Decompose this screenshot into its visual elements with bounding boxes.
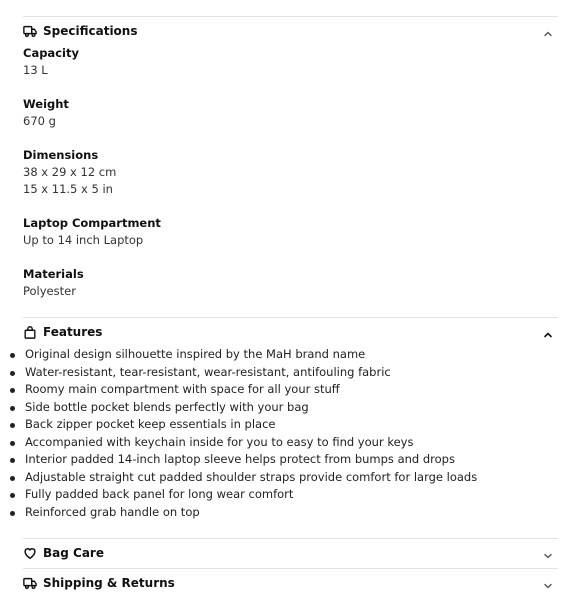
- shipping-returns-header[interactable]: [23, 571, 558, 595]
- bag-care-header[interactable]: [23, 541, 558, 565]
- list-item: Original design silhouette inspired by the MaH brand name: [8, 346, 568, 364]
- features-title: Features: [43, 325, 103, 339]
- spec-value: 15 x 11.5 x 5 in: [23, 182, 113, 196]
- chevron-up-icon[interactable]: [542, 326, 554, 338]
- features-list: [8, 346, 568, 521]
- list-item: Roomy main compartment with space for all your stuff: [8, 381, 568, 399]
- list-item: Fully padded back panel for long wear comfort: [8, 486, 568, 504]
- specifications-header[interactable]: [23, 19, 558, 43]
- chevron-down-icon[interactable]: [542, 577, 554, 589]
- spec-label: Laptop Compartment: [23, 216, 161, 230]
- list-item: Back zipper pocket keep essentials in place: [8, 416, 568, 434]
- list-item: Accompanied with keychain inside for you to easy to find your keys: [8, 434, 568, 452]
- divider: [23, 568, 558, 569]
- heart-icon: [23, 546, 37, 560]
- spec-materials: [23, 266, 553, 300]
- truck-icon: [23, 24, 37, 38]
- spec-label: Capacity: [23, 46, 79, 60]
- truck-icon: [23, 576, 37, 590]
- spec-value: Up to 14 inch Laptop: [23, 233, 144, 247]
- list-item: Water-resistant, tear-resistant, wear-resistant, antifouling fabric: [8, 364, 568, 382]
- top-divider: [23, 16, 558, 17]
- bag-care-title: Bag Care: [43, 546, 104, 560]
- spec-label: Weight: [23, 97, 69, 111]
- divider: [23, 317, 558, 318]
- list-item: Side bottle pocket blends perfectly with your bag: [8, 399, 568, 417]
- chevron-up-icon[interactable]: [542, 25, 554, 37]
- spec-value: 670 g: [23, 114, 56, 128]
- divider: [23, 538, 558, 539]
- chevron-down-icon[interactable]: [542, 547, 554, 559]
- spec-value: 38 x 29 x 12 cm: [23, 165, 117, 179]
- spec-value: Polyester: [23, 284, 76, 298]
- list-item: Reinforced grab handle on top: [8, 504, 568, 522]
- list-item: Adjustable straight cut padded shoulder straps provide comfort for large loads: [8, 469, 568, 487]
- spec-capacity: [23, 45, 553, 79]
- spec-value: 13 L: [23, 63, 48, 77]
- shipping-returns-title: Shipping & Returns: [43, 576, 175, 590]
- spec-weight: [23, 96, 553, 130]
- spec-dimensions: [23, 147, 553, 198]
- spec-label: Materials: [23, 267, 84, 281]
- shopping-bag-icon: [23, 325, 37, 339]
- specifications-title: Specifications: [43, 24, 138, 38]
- features-header[interactable]: [23, 320, 558, 344]
- list-item: Interior padded 14-inch laptop sleeve helps protect from bumps and drops: [8, 451, 568, 469]
- spec-label: Dimensions: [23, 148, 99, 162]
- spec-laptop-compartment: [23, 215, 553, 249]
